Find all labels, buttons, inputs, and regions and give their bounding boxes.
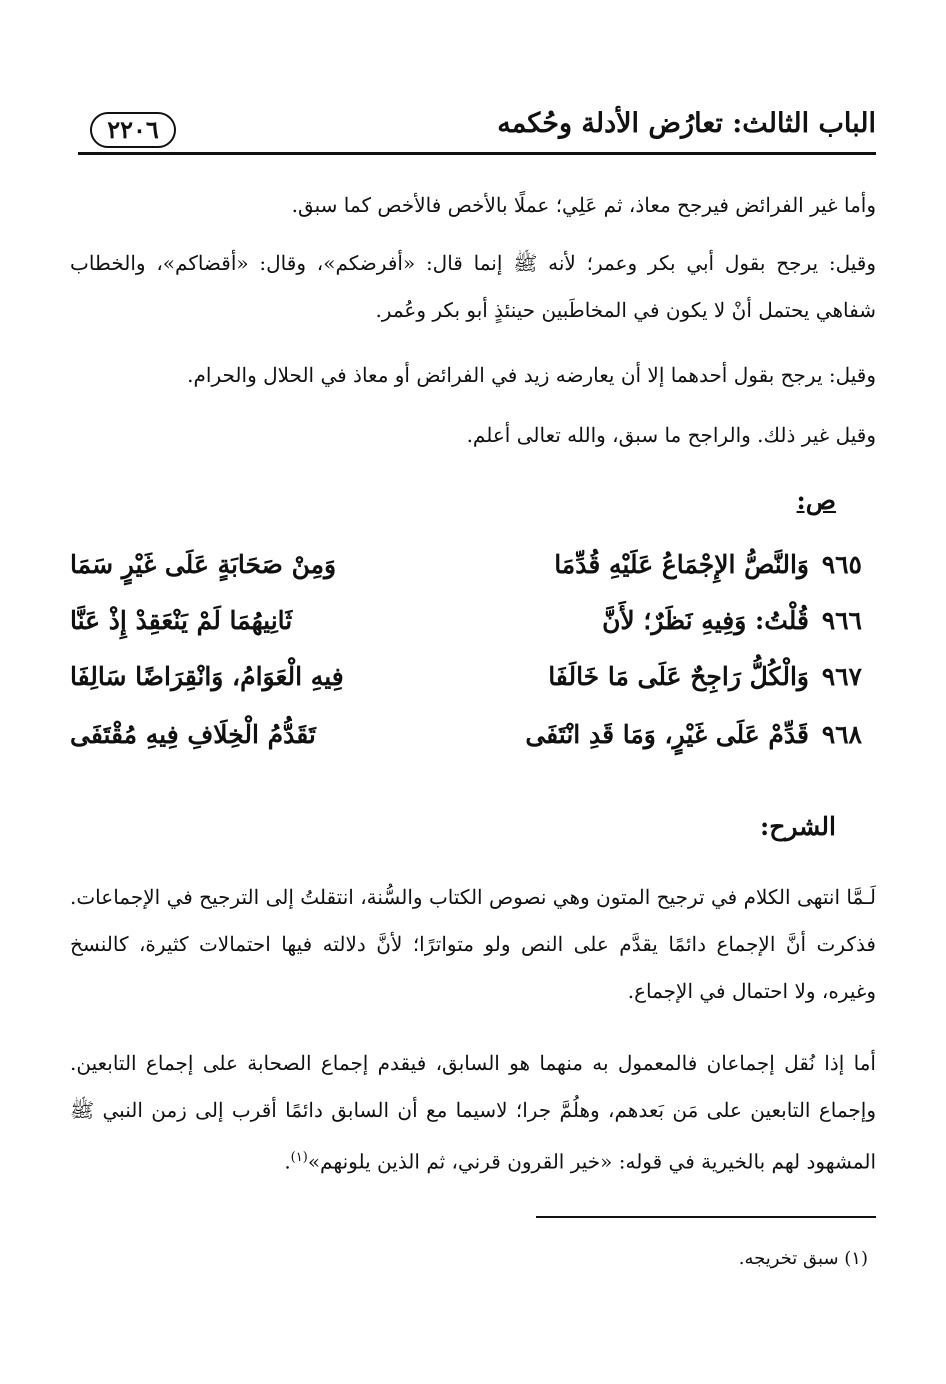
verse-number: ٩٦٨ — [821, 720, 862, 749]
paragraph: أما إذا نُقل إجماعان فالمعمول به منهما هو السابق، فيقدم إجماع الصحابة على إجماع التابعين. وإجماع التابعين على مَن بَعدهم، وهلُمَّ جرا؛ لاسيما مع أن السابق دائمًا أقرب إلى زمن النبي ﷺ المشهود لهم بالخيرية في قوله: «خير القرون قرني، ثم الذين يلونهم»$^{(١)}$. — [70, 1051, 876, 1174]
chapter-title: الباب الثالث: تعارُض الأدلة وحُكمه — [497, 108, 876, 139]
commentary-heading: الشرح: — [759, 812, 836, 841]
footnote-divider — [536, 1216, 876, 1218]
verse-row — [70, 550, 862, 606]
verse-second-hemistich: وَمِنْ صَحَابَةٍ عَلَى غَيْرٍ سَمَا — [70, 550, 337, 579]
header-divider — [78, 152, 876, 155]
paragraph: وقيل: يرجح بقول أبي بكر وعمر؛ لأنه ﷺ إنما قال: «أفرضكم»، وقال: «أقضاكم»، والخطاب شفاهي يحتمل أنْ لا يكون في المخاطَبين حينئذٍ أبو بكر وعُمر. — [70, 251, 876, 322]
verse-first-hemistich — [554, 550, 862, 579]
verse-number: ٩٦٦ — [821, 606, 862, 635]
verse-first-text: قُلْتُ: وَفِيهِ نَظَرٌ؛ لأَنَّ — [602, 606, 809, 635]
verse-second-hemistich: فِيهِ الْعَوَامُ، وَانْقِرَاضًا سَالِفَا — [70, 662, 344, 691]
verse-first-text: وَالْكُلُّ رَاجِحٌ عَلَى مَا خَالَفَا — [548, 662, 809, 691]
verse-first-text: قَدِّمْ عَلَى غَيْرٍ، وَمَا قَدِ انْتَفَى — [525, 720, 809, 749]
verse-first-hemistich — [548, 662, 862, 691]
verse-row — [70, 720, 862, 776]
paragraph: وقيل غير ذلك. والراجح ما سبق، والله تعالى أعلم. — [466, 423, 876, 447]
verse-second-hemistich: ثَانِيهُمَا لَمْ يَنْعَقِدْ إِذْ عَنَّا — [70, 606, 293, 635]
text-heading: ص: — [796, 486, 836, 515]
verse-number: ٩٦٧ — [821, 662, 862, 691]
verse-row — [70, 662, 862, 718]
footnote-reference[interactable]: (١) — [290, 1150, 308, 1165]
verse-second-hemistich: تَقَدُّمُ الْخِلَافِ فِيهِ مُقْتَفَى — [70, 720, 316, 749]
verse-row — [70, 606, 862, 662]
page-number-badge: ٢٢٠٦ — [90, 112, 176, 148]
verse-first-text: وَالنَّصُّ الإِجْمَاعُ عَلَيْهِ قُدِّمَا — [554, 550, 809, 579]
paragraph: وأما غير الفرائض فيرجح معاذ، ثم عَلِي؛ عملًا بالأخص فالأخص كما سبق. — [291, 193, 876, 217]
verse-number: ٩٦٥ — [821, 550, 862, 579]
footnote: (١) سبق تخريجه. — [738, 1248, 868, 1269]
paragraph: لَـمَّا انتهى الكلام في ترجيح المتون وهي نصوص الكتاب والسُّنة، انتقلتُ إلى الترجيح في الإجماعات. فذكرت أنَّ الإجماع دائمًا يقدَّم على النص ولو متواترًا؛ لأنَّ دلالته فيها احتمالات كثيرة، كالنسخ وغيره، ولا احتمال في الإجماع. — [70, 885, 876, 1003]
verse-first-hemistich — [602, 606, 862, 635]
verse-first-hemistich — [525, 720, 862, 749]
paragraph-text: أما إذا نُقل إجماعان فالمعمول به منهما هو السابق، فيقدم إجماع الصحابة على إجماع التابعين. وإجماع التابعين على مَن بَعدهم، وهلُمَّ جرا؛ لاسيما مع أن السابق دائمًا أقرب إلى زمن النبي ﷺ المشهود لهم بالخيرية في قوله: «خير القرون قرني، ثم الذين يلونهم» — [70, 1051, 876, 1174]
paragraph: وقيل: يرجح بقول أحدهما إلا أن يعارضه زيد في الفرائض أو معاذ في الحلال والحرام. — [187, 363, 876, 387]
page-header — [78, 108, 876, 152]
